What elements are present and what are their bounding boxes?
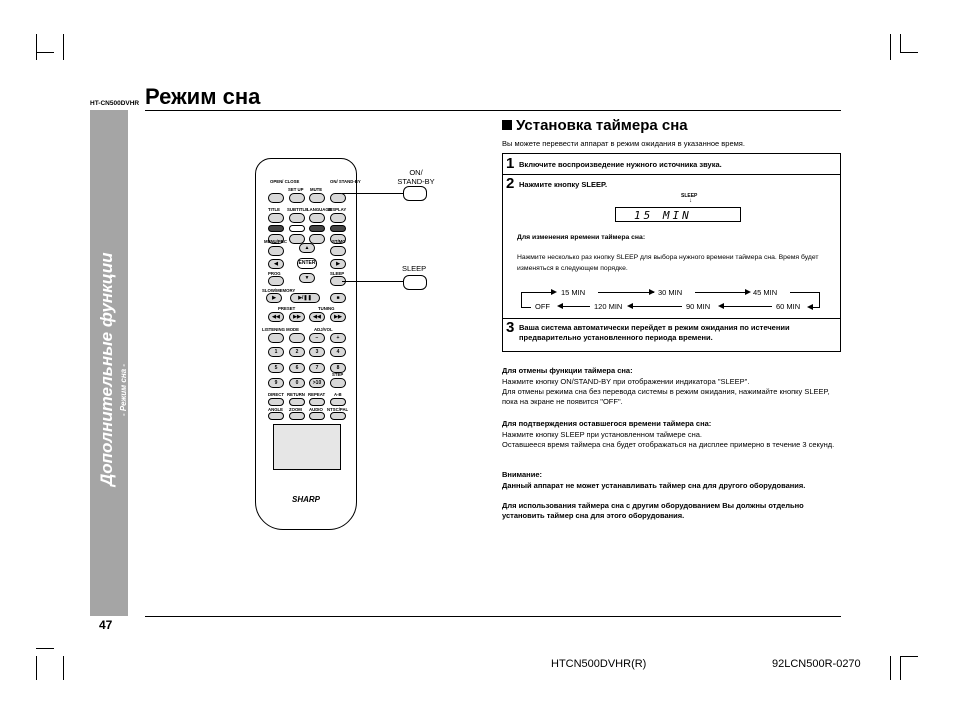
- skip-back-icon: ◀◀: [268, 312, 284, 322]
- left-arrow-icon: ◀: [268, 259, 284, 269]
- step-button: [330, 378, 346, 388]
- subtitle-button: [289, 213, 305, 223]
- standby-button: [330, 193, 346, 203]
- sequence-line: [521, 307, 531, 308]
- remote-label-zoom: ZOOM: [289, 407, 302, 412]
- cancel-text-2: Для отмены режима сна без перевода системы в режим ожидания, нажимайте кнопку SLEEP, пока на экране не появится "OFF".: [502, 387, 830, 406]
- setup-button: [289, 193, 305, 203]
- lcd-display: 15 MIN: [615, 207, 741, 222]
- stmo-button: [330, 246, 346, 256]
- confirm-heading: Для подтверждения оставшегося времени таймера сна:: [502, 419, 712, 428]
- sequence-value: 90 MIN: [686, 302, 711, 311]
- repeat-button: [309, 398, 325, 406]
- remote-label-preset: PRESET: [278, 306, 296, 311]
- function-button: [330, 225, 346, 232]
- digit-button: 3: [309, 347, 325, 357]
- confirm-text-1: Нажмите кнопку SLEEP при установленном таймере сна.: [502, 430, 702, 439]
- header-rule: [145, 110, 841, 111]
- remote-label-repeat: REPEAT: [308, 392, 326, 397]
- arrow-left-icon: [718, 303, 724, 309]
- arrow-left-icon: [807, 304, 813, 310]
- footer-right-code: 92LCN500R-0270: [772, 658, 861, 670]
- sidebar-subtitle: - Режим сна -: [119, 364, 128, 416]
- digit-button: 0: [289, 378, 305, 388]
- play-pause-button: ▶/❚❚: [290, 293, 320, 303]
- callout-standby-label: ON/ STAND-BY: [397, 168, 435, 186]
- open-close-button: [268, 193, 284, 203]
- remote-lid: [273, 424, 341, 470]
- down-arrow-icon: ▼: [299, 273, 315, 283]
- remote-label-return: RETURN: [287, 392, 305, 397]
- digit-button: 5: [268, 363, 284, 373]
- sequence-value: 45 MIN: [753, 288, 778, 297]
- stop-button: ■: [330, 293, 346, 303]
- digit-button: 1: [268, 347, 284, 357]
- angle-button: [268, 412, 284, 420]
- remote-label-listening: LISTENING MODE: [262, 327, 300, 332]
- digit-button: 2: [289, 347, 305, 357]
- sequence-value: OFF: [535, 302, 550, 311]
- sequence-value: 15 MIN: [561, 288, 586, 297]
- sequence-line: [631, 306, 682, 307]
- sequence-line: [598, 292, 654, 293]
- remote-label-language: LANGUAGE: [307, 207, 332, 212]
- sequence-value: 60 MIN: [776, 302, 801, 311]
- language-button: [309, 213, 325, 223]
- remote-label-slow: SLOW/MEMORY: [262, 288, 296, 293]
- arrow-left-icon: [627, 303, 633, 309]
- digit-button: 8: [330, 363, 346, 373]
- page-number: 47: [99, 618, 113, 632]
- remote-label-standby: ON/ STAND-BY: [330, 179, 361, 184]
- remote-label-ab: A-B: [334, 392, 342, 397]
- step-number: 2: [506, 175, 515, 192]
- step-box-3: [502, 319, 841, 352]
- change-text: Нажмите несколько раз кнопку SLEEP для выбора нужного времени таймера сна. Время будет изменяться в следующем порядке.: [517, 254, 819, 272]
- remote-label-adjvol: ADJ/VOL: [314, 327, 333, 332]
- function-button: [289, 225, 305, 232]
- footer-rule: [145, 616, 841, 617]
- remote-label-prog: PROG: [268, 271, 281, 276]
- brand-logo: SHARP: [291, 495, 320, 504]
- remote-label-sleep: SLEEP: [330, 271, 345, 276]
- arrow-right-icon: [649, 289, 655, 295]
- remote-label-direct: DIRECT: [268, 392, 284, 397]
- section-intro: Вы можете перевести аппарат в режим ожидания в указанное время.: [502, 139, 745, 148]
- sequence-line: [695, 292, 749, 293]
- mode-button: [289, 333, 305, 343]
- callout-standby-button: [403, 186, 427, 201]
- callout-line: [342, 193, 403, 194]
- digit-button: >10: [309, 378, 325, 388]
- display-button: [330, 213, 346, 223]
- ntsc-button: [330, 412, 346, 420]
- arrow-left-icon: [557, 303, 563, 309]
- sequence-value: 120 MIN: [594, 302, 623, 311]
- zoom-button: [289, 412, 305, 420]
- direct-button: [268, 398, 284, 406]
- indicator-arrow-icon: ↓: [689, 198, 692, 204]
- step-number: 3: [506, 319, 515, 336]
- callout-line: [342, 281, 403, 282]
- sequence-line: [722, 306, 772, 307]
- return-button: [289, 398, 305, 406]
- title-button: [268, 213, 284, 223]
- rewind-icon: ◀◀: [309, 312, 325, 322]
- listening-button: [268, 333, 284, 343]
- model-code: HT-CN500DVHR: [90, 100, 140, 107]
- remote-control: [255, 158, 361, 530]
- digit-button: 9: [268, 378, 284, 388]
- remote-label-title: TITLE: [268, 207, 280, 212]
- remote-label-mute: MUTE: [310, 187, 323, 192]
- digit-button: 6: [289, 363, 305, 373]
- right-arrow-icon: ▶: [330, 259, 346, 269]
- confirm-text-2: Оставшееся время таймера сна будет отображаться на дисплее примерно в течение 3 секунд.: [502, 440, 835, 449]
- function-button: [309, 225, 325, 232]
- digit-button: 7: [309, 363, 325, 373]
- caution-text-1: Данный аппарат не может устанавливать таймер сна для другого оборудования.: [502, 481, 806, 490]
- cancel-heading: Для отмены функции таймера сна:: [502, 366, 633, 375]
- caution-text-2: Для использования таймера сна с другим оборудованием Вы должны отдельно установить таймер сна для этого оборудования.: [502, 501, 804, 520]
- arrow-right-icon: [551, 289, 557, 295]
- step-text: Включите воспроизведение нужного источника звука.: [519, 160, 722, 169]
- arrow-right-icon: [745, 289, 751, 295]
- volume-up-button: +: [330, 333, 346, 343]
- menu-button: [268, 246, 284, 256]
- step-box-2: [502, 175, 841, 319]
- remote-label-menu: MENU/PBC: [264, 239, 287, 244]
- remote-label-setup: SET UP: [288, 187, 304, 192]
- remote-label-stmo: ST/MO: [332, 239, 346, 244]
- footer-left-code: HTCN500DVHR(R): [551, 658, 647, 670]
- step-text: Ваша система автоматически перейдет в режим ожидания по истечении предварительно установленного периода времени.: [519, 323, 790, 342]
- sequence-line: [521, 292, 555, 293]
- remote-label-subtitle: SUBTITLE: [287, 207, 309, 212]
- remote-label-audio: AUDIO: [309, 407, 323, 412]
- prog-button: [268, 276, 284, 286]
- callout-sleep-label: SLEEP: [402, 264, 427, 273]
- fast-forward-icon: ▶▶: [330, 312, 346, 322]
- cancel-text-1: Нажмите кнопку ON/STAND-BY при отображении индикатора "SLEEP".: [502, 377, 750, 386]
- function-button: [268, 225, 284, 232]
- enter-button: ENTER: [297, 258, 317, 269]
- up-arrow-icon: ▲: [299, 243, 315, 253]
- lcd-indicator-label: SLEEP: [681, 193, 698, 199]
- sidebar-title: Дополнительные функции: [97, 252, 116, 486]
- bullet-square-icon: [502, 120, 512, 130]
- step-text: Нажмите кнопку SLEEP.: [519, 180, 608, 189]
- step-box-1: [502, 153, 841, 175]
- remote-label-open-close: OPEN/ CLOSE: [270, 179, 300, 184]
- digit-button: 4: [330, 347, 346, 357]
- slow-button: ▶: [266, 293, 282, 303]
- section-title: Установка таймера сна: [502, 117, 688, 134]
- step-number: 1: [506, 155, 515, 172]
- sequence-line: [561, 306, 590, 307]
- remote-label-ntsc: NTSC/PAL: [327, 407, 349, 412]
- page-title: Режим сна: [145, 84, 261, 109]
- skip-forward-icon: ▶▶: [289, 312, 305, 322]
- volume-down-button: −: [309, 333, 325, 343]
- remote-label-display: DISPLAY: [328, 207, 347, 212]
- sequence-line: [521, 292, 522, 308]
- change-heading: Для изменения времени таймера сна:: [517, 234, 646, 241]
- sequence-value: 30 MIN: [658, 288, 683, 297]
- remote-label-angle: ANGLE: [268, 407, 284, 412]
- remote-label-tuning: TUNING: [318, 306, 335, 311]
- remote-label-step: STEP: [332, 372, 344, 377]
- audio-button: [309, 412, 325, 420]
- callout-sleep-button: [403, 275, 427, 290]
- ab-button: [330, 398, 346, 406]
- mute-button: [309, 193, 325, 203]
- caution-heading: Внимание:: [502, 470, 542, 479]
- sequence-line: [790, 292, 819, 293]
- sequence-line: [819, 292, 820, 308]
